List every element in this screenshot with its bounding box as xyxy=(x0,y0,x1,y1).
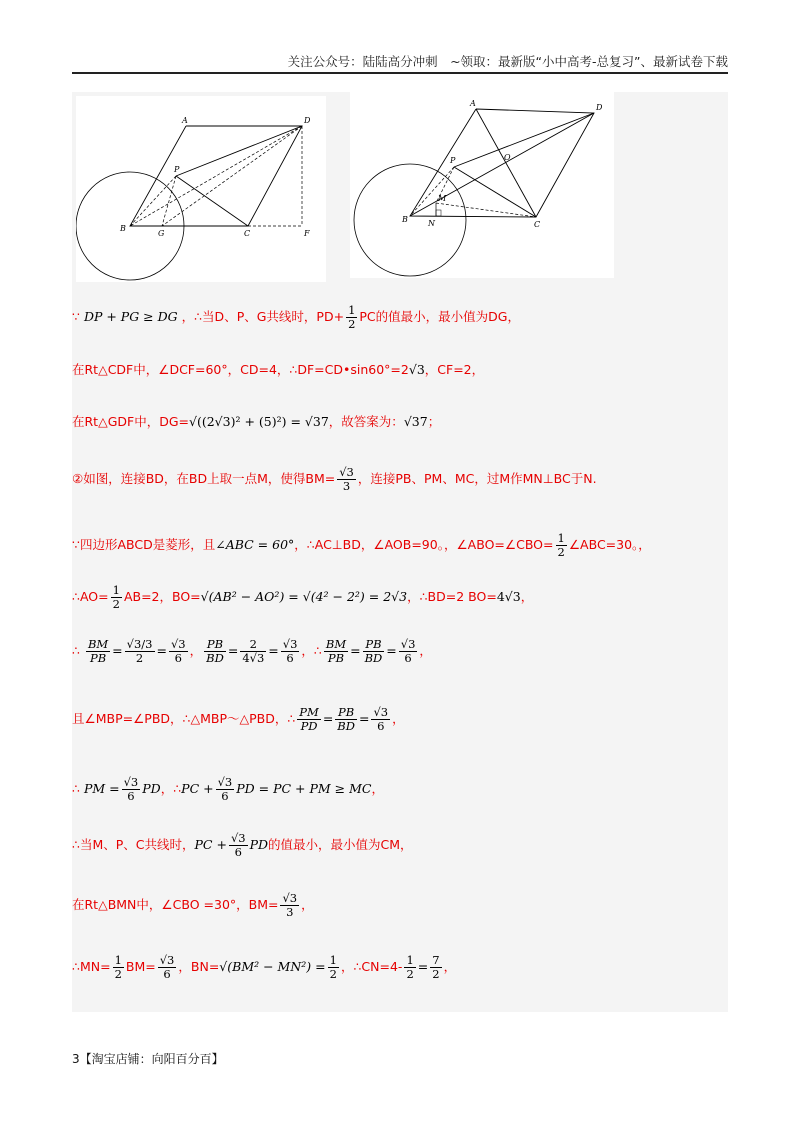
l9-b: ，∴ xyxy=(160,781,182,797)
l4-frac-den: 3 xyxy=(342,479,351,494)
l7-sep-2: ，∴ xyxy=(301,643,322,659)
l7-f4-num: PB xyxy=(204,638,226,652)
l6-frac xyxy=(111,584,122,611)
l8-frac-3 xyxy=(371,706,390,733)
l9-f2-num: √3 xyxy=(217,775,233,789)
l8-end: ， xyxy=(392,711,405,727)
l7-eq-2: = xyxy=(156,643,167,659)
l9-f1-den: 6 xyxy=(127,789,135,804)
l8-eq-2: = xyxy=(358,711,370,727)
l7-frac-1 xyxy=(86,638,110,665)
l9-frac-1 xyxy=(122,776,141,803)
l8-f3-den: 6 xyxy=(377,719,385,734)
l3-a: 在Rt△GDF中，DG= xyxy=(72,414,189,429)
figure-left-circle-construction xyxy=(76,96,326,282)
fig2-label-c: C xyxy=(534,220,541,229)
l7-sep-1: ， xyxy=(189,643,203,659)
l7-f3-num: √3 xyxy=(170,637,186,651)
solution-line-12 xyxy=(72,954,456,981)
solution-line-7 xyxy=(72,638,432,665)
l6-a: ∴AO= xyxy=(72,589,109,605)
l12-f2-num: √3 xyxy=(159,953,175,967)
l7-frac-6 xyxy=(281,638,300,665)
l8-frac-2 xyxy=(335,706,357,733)
fig1-label-g: G xyxy=(158,229,165,238)
l5-frac xyxy=(556,532,567,559)
l4-frac xyxy=(337,466,356,493)
l12-c: ，BN= xyxy=(178,959,220,975)
l12-eq: = xyxy=(417,959,429,975)
solution-line-6 xyxy=(72,584,533,611)
l7-f6-num: √3 xyxy=(282,637,298,651)
l4-frac-num: √3 xyxy=(339,465,354,479)
l4-b: ，连接PB、PM、MC，过M作MN⊥BC于N. xyxy=(357,471,597,487)
solution-line-10 xyxy=(72,832,413,859)
solution-line-9 xyxy=(72,776,384,803)
l1-mid: ，∴当D、P、G共线时，PD+ xyxy=(181,309,345,325)
fig2-label-p: P xyxy=(450,156,456,165)
l12-frac-4 xyxy=(404,954,415,981)
l7-f9-den: 6 xyxy=(404,651,412,666)
l12-d: ，∴CN=4- xyxy=(340,959,403,975)
l9-e4: PD = PC + PM ≥ MC xyxy=(236,781,372,797)
l9-c: ， xyxy=(371,781,384,797)
l12-frac-3 xyxy=(328,954,339,981)
l2-b: ，CF=2， xyxy=(424,362,485,377)
l9-e1: PM = xyxy=(83,781,120,797)
solution-line-8 xyxy=(72,706,405,733)
l3-answer: √37 xyxy=(403,414,428,429)
l2-a: 在Rt△CDF中，∠DCF=60°，CD=4，∴DF=CD•sin60°=2 xyxy=(72,362,409,377)
fig2-label-m: M xyxy=(438,194,447,203)
l12-f3-den: 2 xyxy=(329,967,337,982)
l12-b: BM= xyxy=(125,959,156,975)
l7-eq-1: = xyxy=(112,643,123,659)
fig1-label-d: D xyxy=(304,116,311,125)
l11-b: ， xyxy=(301,897,314,913)
l9-e2: PD xyxy=(142,781,161,797)
l1-lead: ∵ xyxy=(72,309,80,325)
l12-f4-den: 2 xyxy=(406,967,414,982)
l10-e2: PD xyxy=(249,837,269,853)
l5-frac-den: 2 xyxy=(557,545,565,560)
l3-expr: √((2√3)² + (5)²) = √37 xyxy=(189,414,329,429)
l9-f1-num: √3 xyxy=(123,775,139,789)
solution-line-11 xyxy=(72,892,314,919)
l8-a: 且∠MBP=∠PBD，∴△MBP～△PBD，∴ xyxy=(72,711,296,727)
l9-frac-2 xyxy=(216,776,235,803)
l7-f8-den: BD xyxy=(364,651,383,666)
fig1-label-c: C xyxy=(244,229,251,238)
l7-f7-den: PB xyxy=(327,651,345,666)
l6-d: ， xyxy=(520,589,534,605)
l12-f4-num: 1 xyxy=(406,953,414,967)
l5-c: ∠ABC=30。， xyxy=(568,537,651,553)
l12-f1-den: 2 xyxy=(114,967,122,982)
l7-f2-num: √3/3 xyxy=(126,637,153,651)
fig2-label-a: A xyxy=(470,99,476,108)
l1-frac-den: 2 xyxy=(348,317,356,332)
l10-f1-num: √3 xyxy=(230,831,246,845)
l7-frac-9 xyxy=(399,638,418,665)
l12-f3-num: 1 xyxy=(329,953,337,967)
l7-frac-7 xyxy=(324,638,348,665)
l9-f2-den: 6 xyxy=(221,789,229,804)
l3-c: ； xyxy=(427,414,441,429)
l8-f2-den: BD xyxy=(337,719,355,734)
l7-f2-den: 2 xyxy=(135,651,144,666)
l12-end: ， xyxy=(443,959,457,975)
l11-frac-den: 3 xyxy=(286,905,294,920)
l1-frac xyxy=(346,304,357,331)
fig2-label-d: D xyxy=(596,103,603,112)
page-footer: 3【淘宝店铺：向阳百分百】 xyxy=(72,1052,224,1066)
l10-e1: PC + xyxy=(194,837,227,853)
l5-b: ，∴AC⊥BD，∠AOB=90。，∠ABO=∠CBO= xyxy=(294,537,554,553)
l11-frac-num: √3 xyxy=(282,891,298,905)
l1-frac-num: 1 xyxy=(348,303,356,317)
l7-eq-6: = xyxy=(386,643,397,659)
l7-f9-num: √3 xyxy=(400,637,416,651)
figure-right-svg xyxy=(350,92,614,278)
l5-expr: ∠ABC = 60° xyxy=(215,537,295,553)
l7-f8-num: PB xyxy=(363,638,385,652)
l7-lead: ∴ xyxy=(72,643,80,659)
l12-f5-num: 7 xyxy=(432,953,440,967)
fig1-label-b: B xyxy=(120,224,126,233)
l6-expr: √(AB² − AO²) = √(4² − 2²) = 2√3 xyxy=(200,589,408,605)
l9-e3: PC + xyxy=(181,781,214,797)
l12-frac-2 xyxy=(158,954,177,981)
l7-f5-den: 4√3 xyxy=(242,651,265,666)
l6-c: ，∴BD=2 BO= xyxy=(407,589,497,605)
l7-eq-3: = xyxy=(227,643,239,659)
solution-line-1 xyxy=(72,304,520,331)
l7-frac-8 xyxy=(363,638,385,665)
solution-line-4 xyxy=(72,466,597,493)
l12-f5-den: 2 xyxy=(432,967,440,982)
l12-f2-den: 6 xyxy=(163,967,171,982)
l5-frac-num: 1 xyxy=(557,531,565,545)
l7-f1-num: BM xyxy=(87,637,109,651)
l8-f1-num: PM xyxy=(299,705,319,719)
l11-a: 在Rt△BMN中，∠CBO =30°，BM= xyxy=(72,897,279,913)
l12-frac-1 xyxy=(113,954,124,981)
l10-b: 的值最小，最小值为CM， xyxy=(268,837,413,853)
fig1-label-a: A xyxy=(182,116,188,125)
l11-frac xyxy=(280,892,299,919)
l7-f1-den: PB xyxy=(89,651,107,666)
l6-frac-den: 2 xyxy=(112,597,120,612)
l10-f1-den: 6 xyxy=(234,845,242,860)
l8-frac-1 xyxy=(297,706,321,733)
fig2-label-b: B xyxy=(402,215,408,224)
l1-end: PC的值最小，最小值为DG， xyxy=(359,309,520,325)
solution-content xyxy=(72,92,728,1012)
figure-left-svg xyxy=(76,96,326,282)
l7-frac-2 xyxy=(125,638,155,665)
l7-f3-den: 6 xyxy=(174,651,182,666)
l9-a: ∴ xyxy=(72,781,80,797)
l7-end: ， xyxy=(419,643,432,659)
l7-f5-num: 2 xyxy=(240,638,266,652)
l12-e1: √(BM² − MN²) = xyxy=(219,959,326,975)
l8-eq-1: = xyxy=(322,711,334,727)
solution-line-3 xyxy=(72,412,440,430)
l12-f1-num: 1 xyxy=(114,953,122,967)
l1-expr: DP + PG ≥ DG xyxy=(83,309,178,325)
l7-f6-den: 6 xyxy=(286,651,294,666)
l7-eq-4: = xyxy=(268,643,279,659)
l5-a: ∵四边形ABCD是菱形，且 xyxy=(72,537,216,553)
l7-frac-4 xyxy=(204,638,226,665)
l7-f7-num: BM xyxy=(325,637,347,651)
l10-a: ∴当M、P、C共线时， xyxy=(72,837,195,853)
l2-root: √3 xyxy=(408,362,425,377)
fig2-label-n: N xyxy=(428,219,435,228)
solution-line-2 xyxy=(72,360,484,378)
l7-frac-3 xyxy=(169,638,188,665)
l4-a: ②如图，连接BD，在BD上取一点M，使得BM= xyxy=(72,471,336,487)
l10-frac xyxy=(229,832,248,859)
l6-val: 4√3 xyxy=(496,589,521,605)
fig1-label-p: P xyxy=(174,165,180,174)
figure-right-rhombus-construction xyxy=(350,92,614,278)
fig2-label-o: O xyxy=(504,153,511,162)
l6-b: AB=2，BO= xyxy=(123,589,201,605)
fig1-label-f: F xyxy=(304,229,310,238)
page-header: 关注公众号：陆陆高分冲刺 ~领取：最新版“小中高考-总复习”、最新试卷下载 xyxy=(287,54,728,69)
header-rule xyxy=(72,72,728,74)
l8-f2-num: PB xyxy=(335,706,357,720)
l7-f4-den: BD xyxy=(206,651,224,666)
l8-f1-den: PD xyxy=(300,719,318,734)
l12-frac-5 xyxy=(430,954,441,981)
solution-line-5 xyxy=(72,532,651,559)
l7-frac-5 xyxy=(240,638,266,665)
l6-frac-num: 1 xyxy=(112,583,120,597)
l3-b: ，故答案为： xyxy=(328,414,404,429)
l8-f3-num: √3 xyxy=(373,705,389,719)
l7-eq-5: = xyxy=(350,643,361,659)
l12-a: ∴MN= xyxy=(72,959,111,975)
